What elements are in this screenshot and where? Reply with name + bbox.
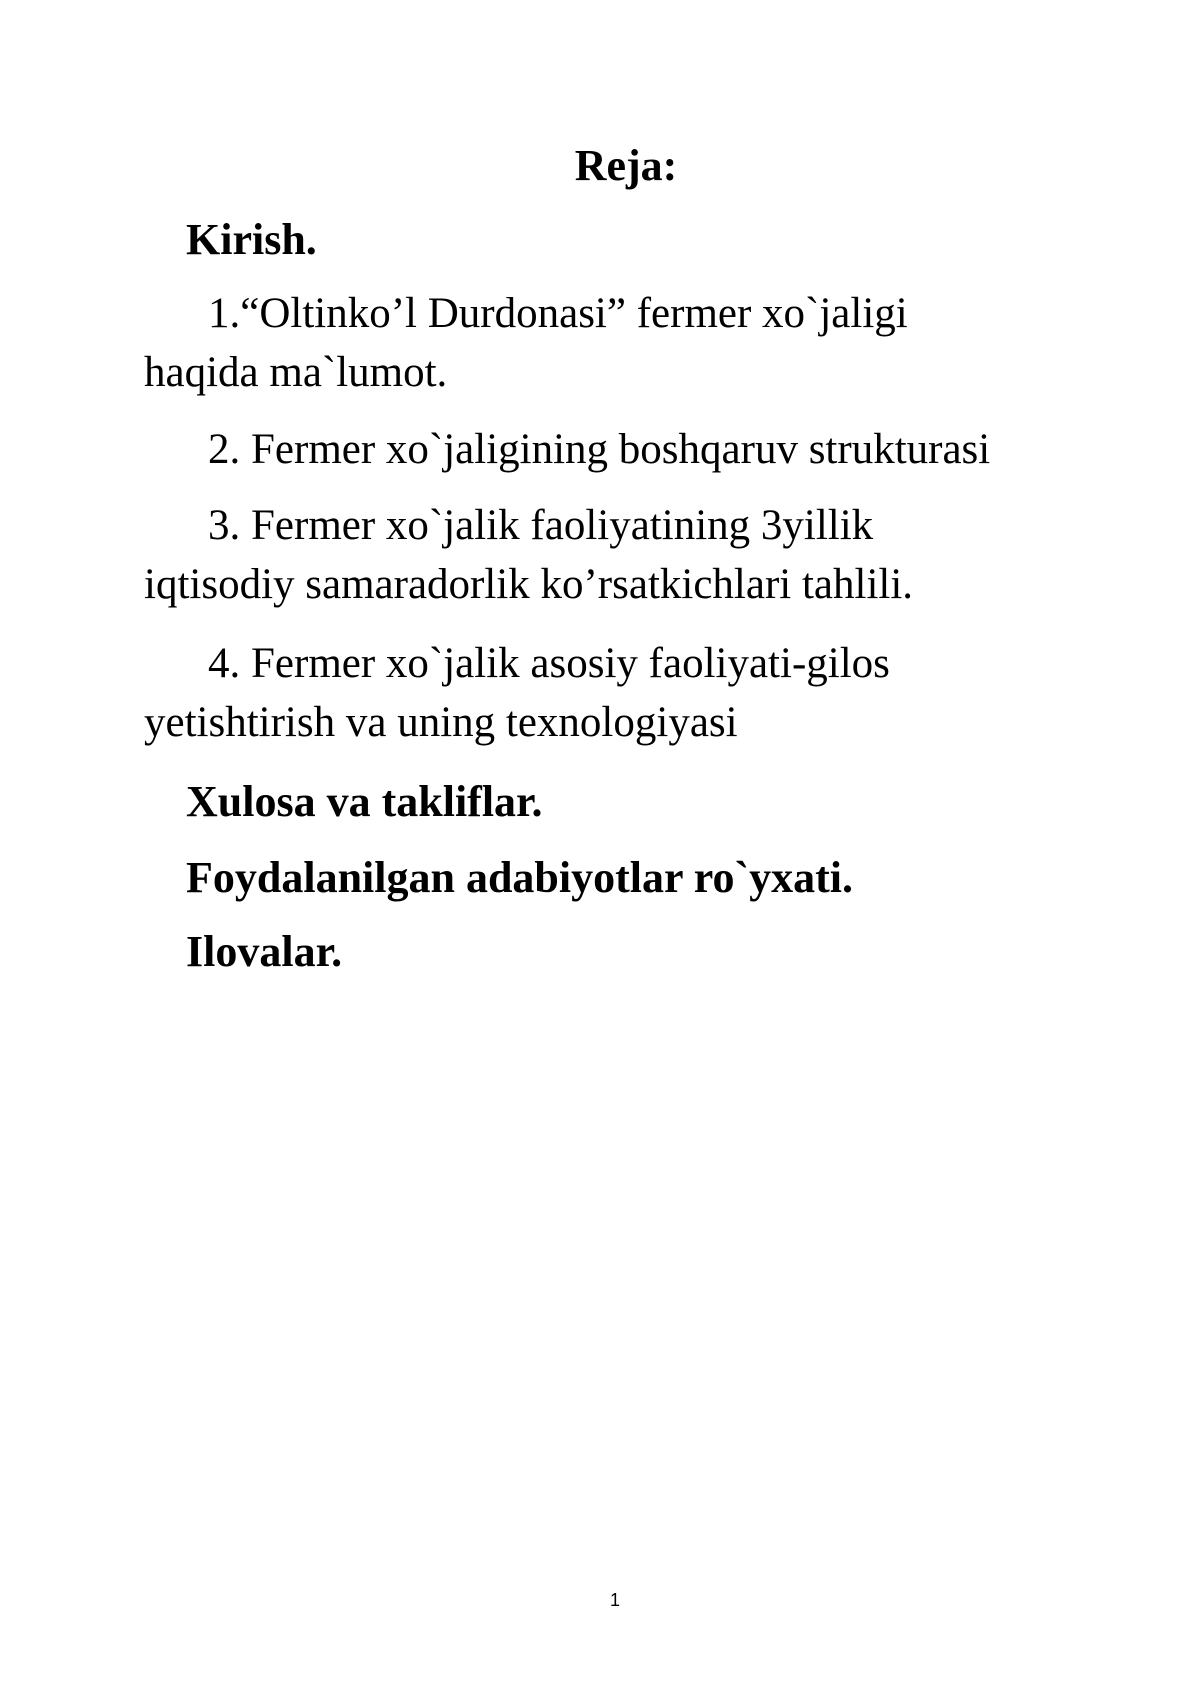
plan-item-4 bbox=[144, 634, 1144, 752]
plan-item-1-line1: 1.“Oltinko’l Durdonasi” fermer xo`jaligi bbox=[208, 290, 908, 337]
plan-item-3-line2: iqtisodiy samaradorlik ko’rsatkichlari tahlili. bbox=[144, 561, 914, 608]
page-title: Reja: bbox=[574, 141, 678, 190]
plan-item-2-line1: 2. Fermer xo`jaligining boshqaruv strukturasi bbox=[208, 426, 991, 473]
intro-heading: Kirish. bbox=[186, 215, 317, 264]
references-heading: Foydalanilgan adabiyotlar ro`yxati. bbox=[186, 853, 854, 902]
plan-item-3-line1: 3. Fermer xo`jalik faoliyatining 3yillik bbox=[208, 502, 874, 549]
plan-item-1-line2: haqida ma`lumot. bbox=[144, 349, 448, 396]
appendices-heading: Ilovalar. bbox=[186, 927, 343, 976]
plan-item-4-line2: yetishtirish va uning texnologiyasi bbox=[144, 699, 738, 746]
conclusion-heading: Xulosa va takliflar. bbox=[186, 777, 543, 826]
plan-item-2 bbox=[144, 420, 1144, 479]
plan-item-4-line1: 4. Fermer xo`jalik asosiy faoliyati-gilos bbox=[208, 640, 890, 687]
plan-item-1 bbox=[144, 284, 1144, 402]
page-number: 1 bbox=[609, 1590, 620, 1610]
plan-item-3 bbox=[144, 496, 1144, 614]
